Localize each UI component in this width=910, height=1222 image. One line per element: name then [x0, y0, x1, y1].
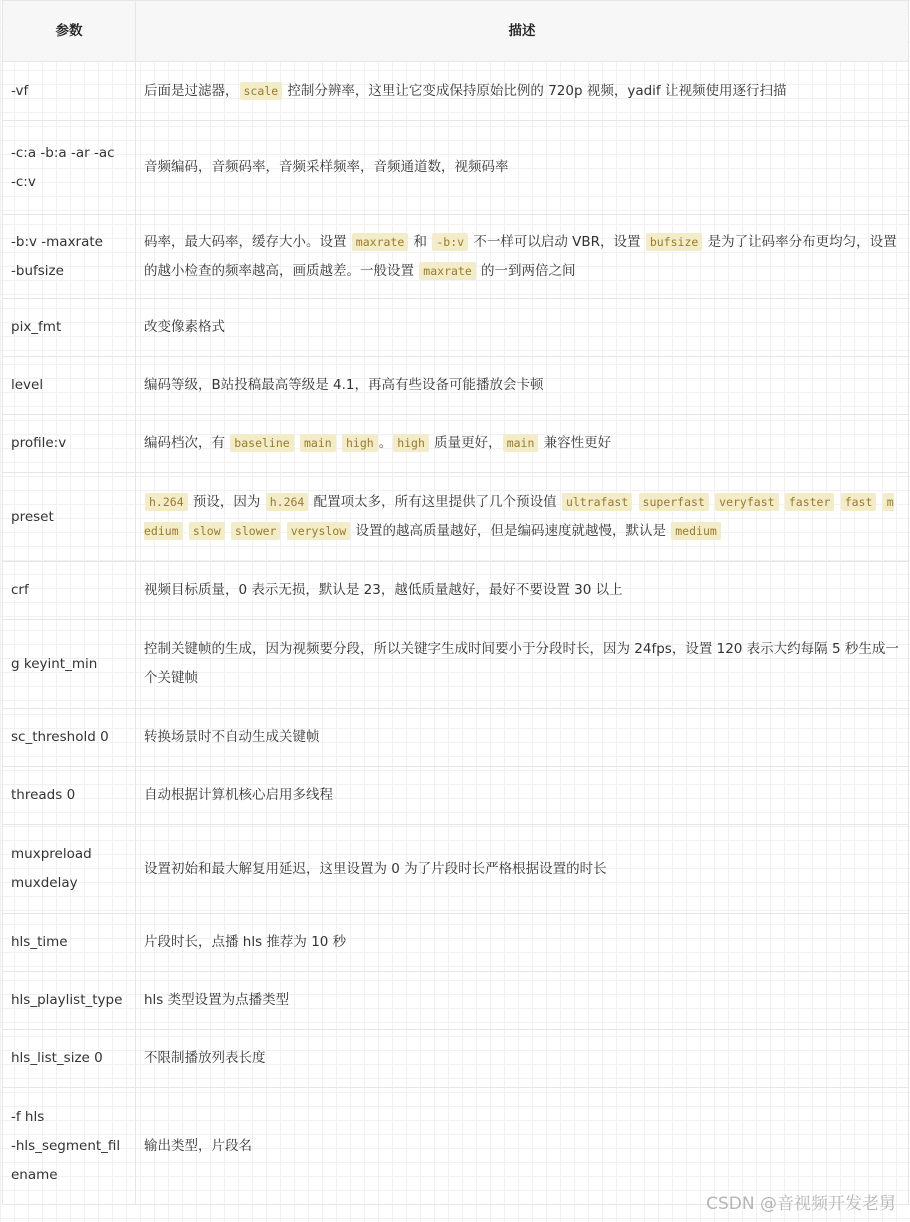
description-text: [337, 435, 341, 451]
inline-code: h.264: [145, 493, 188, 511]
param-cell: [3, 1030, 136, 1088]
param-line: crf: [11, 582, 29, 598]
table-header-row: [3, 1, 909, 62]
description-text: [226, 523, 230, 539]
table-row: [3, 215, 909, 299]
description-cell: [136, 1088, 909, 1205]
description-cell: [136, 62, 909, 121]
description-text: 设置初始和最大解复用延迟，这里设置为 0 为了片段时长严格根据设置的时长: [144, 860, 607, 877]
param-cell: [3, 357, 136, 415]
description-text: 控制分辨率，这里让它变成保持原始比例的 720p 视频，yadif 让视频使用逐行扫描: [283, 82, 787, 99]
param-line: -b:v -maxrate: [11, 233, 103, 250]
inline-code: baseline: [230, 434, 293, 452]
table-row: [3, 562, 909, 620]
description-text: 码率，最大码率，缓存大小。设置: [144, 233, 351, 250]
table-row: [3, 825, 909, 914]
description-cell: [136, 972, 909, 1030]
inline-code: medium: [144, 495, 894, 538]
param-line: -c:a -b:a -ar -ac: [11, 144, 115, 161]
description-text: 转换场景时不自动生成关键帧: [144, 729, 320, 745]
description-text: 。: [378, 435, 393, 451]
inline-code: high: [342, 434, 378, 452]
param-cell: [3, 1088, 136, 1205]
inline-code: faster: [785, 493, 835, 511]
description-text: 质量更好，: [429, 435, 502, 451]
param-line: -c:v: [11, 173, 36, 190]
param-line: g keyint_min: [11, 655, 98, 672]
description-cell: [136, 825, 909, 914]
description-text: [184, 523, 188, 539]
description-text: [877, 494, 881, 510]
header-description: 描述: [136, 1, 909, 62]
description-text: [295, 435, 299, 451]
param-line: hls_time: [11, 934, 68, 950]
description-text: [281, 523, 285, 539]
inline-code: veryslow: [287, 522, 350, 540]
param-cell: [3, 914, 136, 972]
param-cell: [3, 825, 136, 914]
param-line: profile:v: [11, 435, 67, 451]
param-cell: [3, 473, 136, 562]
description-text: 和: [409, 233, 432, 250]
param-cell: [3, 62, 136, 121]
description-text: 编码档次，有: [144, 435, 230, 451]
description-text: 的一到两倍之间: [476, 262, 576, 279]
table-row: [3, 121, 909, 215]
param-cell: [3, 709, 136, 767]
description-cell: [136, 709, 909, 767]
table-row: [3, 1088, 909, 1205]
description-cell: [136, 357, 909, 415]
param-line: -f hls: [11, 1108, 45, 1125]
description-cell: [136, 415, 909, 473]
param-line: -hls_segment_fil: [11, 1137, 121, 1154]
inline-code: ultrafast: [562, 493, 632, 511]
description-text: 后面是过滤器，: [144, 82, 239, 99]
param-cell: [3, 562, 136, 620]
inline-code: maxrate: [352, 233, 408, 251]
table-row: [3, 709, 909, 767]
table-row: [3, 415, 909, 473]
param-cell: [3, 215, 136, 299]
param-line: sc_threshold 0: [11, 729, 109, 745]
description-text: 编码等级，B站投稿最高等级是 4.1，再高有些设备可能播放会卡顿: [144, 377, 544, 393]
description-cell: [136, 473, 909, 562]
inline-code: fast: [841, 493, 877, 511]
table-row: [3, 914, 909, 972]
param-line: muxpreload: [11, 846, 92, 862]
inline-code: superfast: [639, 493, 709, 511]
table-body: [3, 62, 909, 1205]
inline-code: scale: [240, 82, 283, 100]
table-row: [3, 357, 909, 415]
description-text: 设置的越高质量越好，但是编码速度就越慢，默认是: [351, 523, 671, 539]
description-text: 不一样可以启动 VBR，设置: [469, 233, 645, 250]
description-cell: [136, 914, 909, 972]
inline-code: veryfast: [715, 493, 778, 511]
inline-code: main: [300, 434, 336, 452]
param-line: pix_fmt: [11, 319, 62, 335]
description-cell: [136, 1030, 909, 1088]
inline-code: main: [503, 434, 539, 452]
inline-code: slow: [189, 522, 225, 540]
description-cell: [136, 299, 909, 357]
param-line: -bufsize: [11, 262, 64, 279]
description-text: [780, 494, 784, 510]
inline-code: h.264: [266, 493, 309, 511]
inline-code: high: [393, 434, 429, 452]
param-cell: [3, 767, 136, 825]
description-text: 改变像素格式: [144, 319, 225, 335]
description-text: 预设，因为: [188, 494, 265, 510]
description-text: 自动根据计算机核心启用多线程: [144, 787, 333, 803]
param-line: muxdelay: [11, 875, 78, 891]
inline-code: bufsize: [646, 233, 702, 251]
table-row: [3, 473, 909, 562]
header-param: 参数: [3, 1, 136, 62]
param-cell: [3, 972, 136, 1030]
param-cell: [3, 415, 136, 473]
description-text: hls 类型设置为点播类型: [144, 992, 290, 1008]
description-text: 音频编码，音频码率，音频采样频率，音频通道数，视频码率: [144, 159, 509, 175]
parameter-table: [2, 0, 909, 1205]
description-text: [835, 494, 839, 510]
description-cell: [136, 620, 909, 709]
description-text: [633, 494, 637, 510]
param-line: hls_list_size 0: [11, 1050, 103, 1066]
description-text: 是为了让码率分布更均匀，设置的越小检查的频率越高，画质越差。一般设置: [144, 233, 897, 279]
param-line: -vf: [11, 82, 29, 99]
description-cell: [136, 215, 909, 299]
param-line: ename: [11, 1166, 58, 1183]
description-text: 不限制播放列表长度: [144, 1050, 266, 1066]
param-line: threads 0: [11, 787, 76, 803]
description-text: 输出类型，片段名: [144, 1137, 252, 1154]
description-cell: [136, 562, 909, 620]
inline-code: maxrate: [419, 262, 475, 280]
table-row: [3, 972, 909, 1030]
inline-code: -b:v: [432, 233, 468, 251]
watermark: CSDN @音视频开发老舅: [706, 1194, 896, 1214]
param-cell: [3, 620, 136, 709]
description-text: 片段时长，点播 hls 推荐为 10 秒: [144, 934, 347, 950]
table-row: [3, 620, 909, 709]
param-line: hls_playlist_type: [11, 992, 123, 1008]
param-cell: [3, 299, 136, 357]
param-cell: [3, 121, 136, 215]
param-line: preset: [11, 508, 54, 525]
description-text: 兼容性更好: [539, 435, 612, 451]
param-line: level: [11, 377, 44, 393]
table-row: [3, 1030, 909, 1088]
table-row: [3, 299, 909, 357]
table-row: [3, 767, 909, 825]
table-row: [3, 62, 909, 121]
description-text: 视频目标质量，0 表示无损，默认是 23，越低质量越好，最好不要设置 30 以上: [144, 582, 623, 598]
description-cell: [136, 121, 909, 215]
inline-code: medium: [671, 522, 721, 540]
description-cell: [136, 767, 909, 825]
description-text: 配置项太多，所有这里提供了几个预设值: [309, 494, 561, 510]
description-text: 控制关键帧的生成，因为视频要分段，所以关键字生成时间要小于分段时长，因为 24fps，设置 120 表示大约每隔 5 秒生成一个关键帧: [144, 641, 899, 686]
inline-code: slower: [231, 522, 281, 540]
description-text: [710, 494, 714, 510]
